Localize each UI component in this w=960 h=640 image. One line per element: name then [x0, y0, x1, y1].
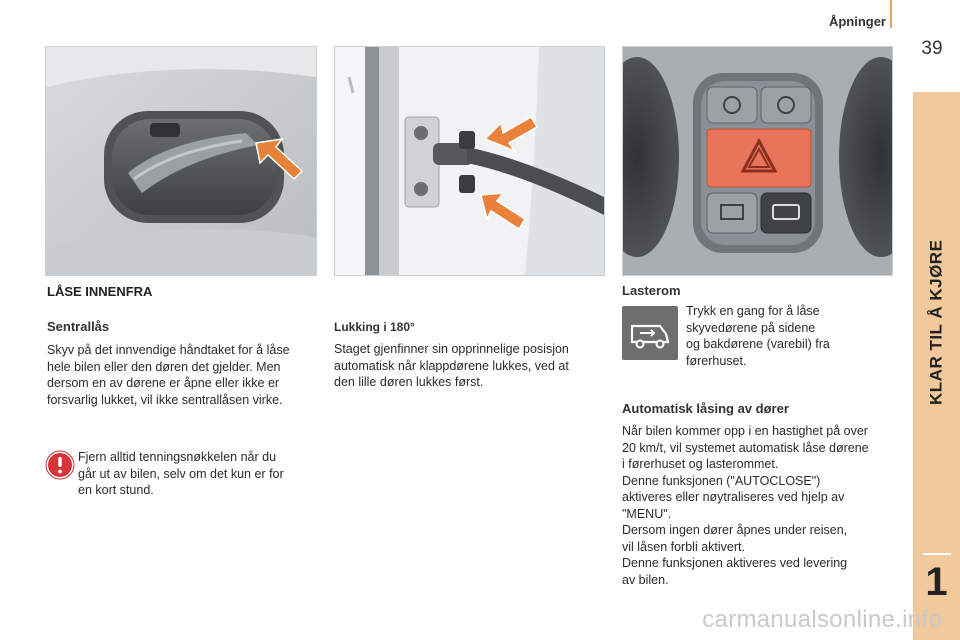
- section-title: Åpninger: [828, 14, 886, 29]
- door-stay-illustration: [334, 46, 605, 276]
- chapter-divider: [923, 553, 951, 555]
- dashboard-switches-illustration: [622, 46, 893, 276]
- van-lock-icon: [622, 306, 678, 360]
- auto-lock-text: Når bilen kommer opp i en hastighet på over 20 km/t, vil systemet automatisk låse dørene i førerhuset og lasterommet. Denne funksjonen ("AUTOCLOSE") aktiveres eller nøytraliseres ved hjelp av "MENU". Dersom ingen dører åpnes under reisen, vil låsen forbli aktivert. Denne funksjonen aktiveres ved levering av bilen.: [622, 424, 869, 587]
- warning-icon: [45, 450, 75, 480]
- subheading-closing-180: Lukking i 180°: [334, 320, 415, 334]
- cargo-lock-text: Trykk en gang for å låse skyvedørene på sidene og bakdørene (varebil) fra førerhuset.: [686, 304, 830, 368]
- page-number: 39: [921, 38, 943, 59]
- chapter-number: 1: [925, 560, 948, 604]
- subheading-cargo-area: Lasterom: [622, 283, 681, 298]
- closing-180-text: Staget gjenfinner sin opprinnelige posisjon automatisk når klappdørene lukkes, ved at den lille døren lukkes først.: [334, 342, 569, 389]
- header-divider: [890, 0, 892, 28]
- watermark: carmanualsonline.info: [702, 606, 942, 633]
- section-heading-lock-inside: LÅSE INNENFRA: [47, 284, 153, 299]
- door-handle-illustration: [45, 46, 317, 276]
- warning-text: Fjern alltid tenningsnøkkelen når du går ut av bilen, selv om det kun er for en kort stund.: [78, 450, 284, 497]
- central-lock-text: Skyv på det innvendige håndtaket for å låse hele bilen eller den døren det gjelder. Men dersom en av dørene er åpne eller ikke er forsvarlig lukket, vil ikke sentrallåsen virke.: [47, 343, 290, 407]
- subheading-central-lock: Sentrallås: [47, 319, 110, 334]
- subheading-auto-lock: Automatisk låsing av dører: [622, 401, 789, 416]
- chapter-title: KLAR TIL Å KJØRE: [926, 239, 946, 405]
